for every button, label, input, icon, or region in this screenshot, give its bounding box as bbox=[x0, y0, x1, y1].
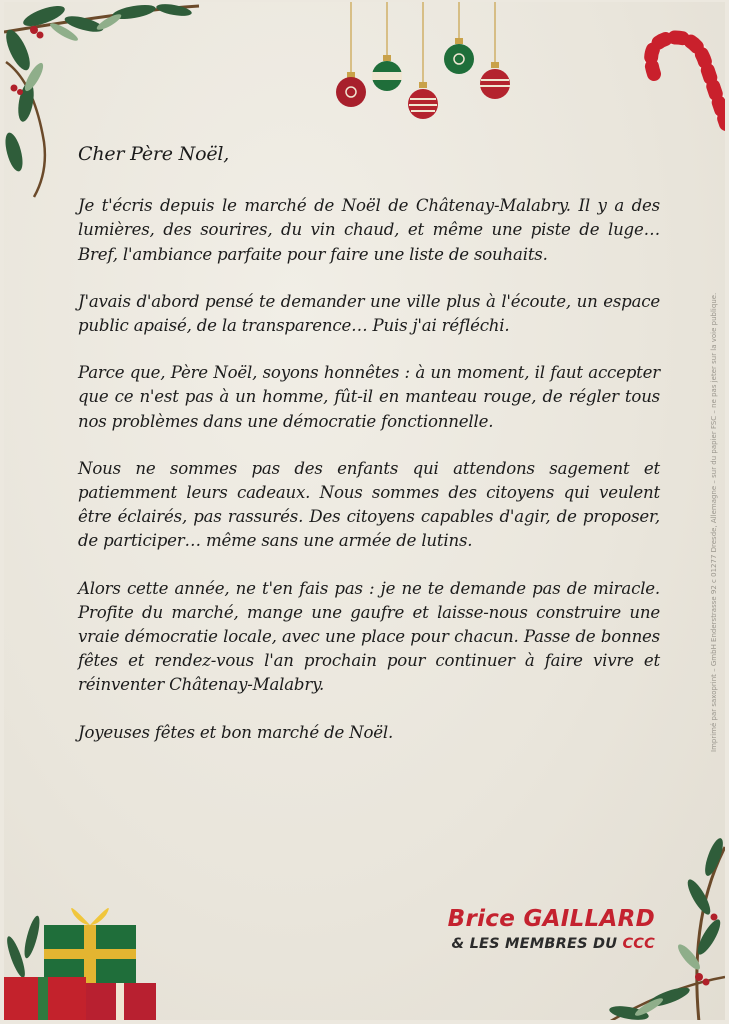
letter-paragraph-1: Je t'écris depuis le marché de Noël de Châtenay-Malabry. Il y a des lumières, des sourires, du vin chaud, et même une piste de luge… Bref, l'ambiance parfaite pour faire une liste de souhaits. bbox=[78, 196, 660, 264]
letter-paragraph-3: Parce que, Père Noël, soyons honnêtes : à un moment, il faut accepter que ce n'est pas à un homme, fût-il en manteau rouge, de régler tous nos problèmes dans une démocratie fonctionnelle. bbox=[78, 363, 660, 431]
signature-name: Brice GAILLARD bbox=[447, 906, 655, 932]
letter-paragraph-5: Alors cette année, ne t'en fais pas : je ne te demande pas de miracle. Profite du marché, mange une gaufre et laisse-nous construire une vraie démocratie locale, avec une place pour chacun. Passe de bonnes fêtes et rendez-vous l'an prochain pour continuer à faire vivre et réinventer Châtenay-Malabry. bbox=[78, 578, 660, 695]
letter-body bbox=[78, 142, 660, 768]
letter-closing: Joyeuses fêtes et bon marché de Noël. bbox=[78, 722, 394, 742]
signature-subtitle-prefix: & LES MEMBRES DU bbox=[451, 936, 623, 952]
gift-box-icon bbox=[4, 897, 164, 1020]
letter-greeting: Cher Père Noël, bbox=[78, 143, 230, 165]
christmas-ornament-icon bbox=[329, 2, 519, 132]
signature-subtitle-highlight: CCC bbox=[622, 936, 655, 952]
signature-subtitle bbox=[448, 936, 655, 952]
signature bbox=[448, 906, 655, 952]
letter-paragraph-4: Nous ne sommes pas des enfants qui attendons sagement et patiemment leurs cadeaux. Nous sommes des citoyens qui veulent être éclairés, pas rassurés. Des citoyens capables d'agir, de proposer, de participer… même sans une armée de lutins. bbox=[78, 458, 660, 551]
letter-paragraph-2: J'avais d'abord pensé te demander une ville plus à l'écoute, un espace public apaisé, de la transparence… Puis j'ai réfléchi. bbox=[78, 291, 660, 336]
candy-cane-icon bbox=[634, 24, 725, 134]
imprint-notice: Imprimé par saxoprint – GmbH Enderstrasse 92 c 01277 Dresde, Allemagne – sur du papier FSC – ne pas jeter sur la voie publique. bbox=[710, 292, 718, 752]
letter-page bbox=[4, 2, 725, 1020]
